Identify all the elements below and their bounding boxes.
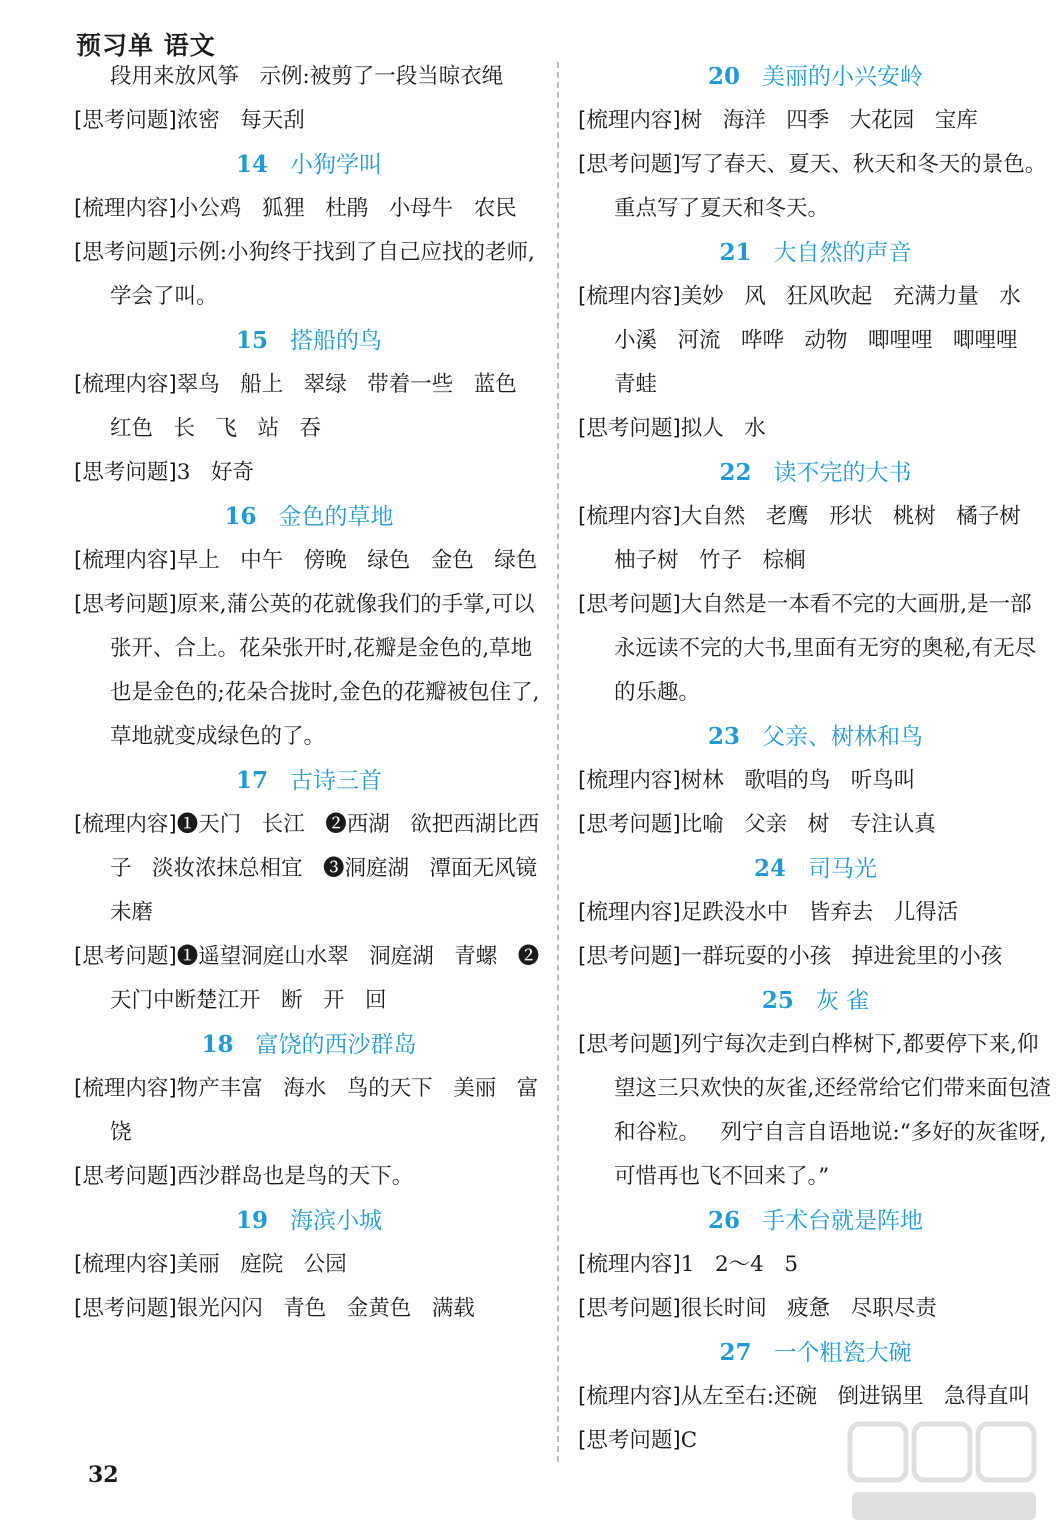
section-lesson-25	[578, 979, 1053, 1199]
answer-tag: [思考问题]	[74, 108, 177, 133]
lesson-number: 23	[707, 723, 740, 750]
answer-text: 示例:小狗终于找到了自己应找的老师,学会了叫。	[110, 240, 535, 309]
answer-tag: [思考问题]	[578, 1032, 681, 1057]
lesson-title	[74, 1023, 544, 1067]
answer-tag: [思考问题]	[74, 1296, 177, 1321]
lesson-number: 22	[719, 459, 752, 486]
answer-tag: [梳理内容]	[578, 1252, 681, 1277]
answer-line	[74, 231, 544, 319]
answer-tag: [思考问题]	[74, 240, 177, 265]
answer-line	[578, 495, 1053, 583]
answer-text: 3 好奇	[176, 460, 254, 485]
answer-tag: [思考问题]	[74, 944, 177, 969]
answer-line	[578, 275, 1053, 407]
page-number: 32	[88, 1462, 119, 1488]
lesson-title	[74, 495, 544, 539]
answer-line	[74, 363, 544, 451]
answer-line	[578, 143, 1053, 231]
answer-tag: [思考问题]	[578, 1296, 681, 1321]
answer-line	[74, 55, 544, 99]
answer-text: 一群玩耍的小孩 掉进瓮里的小孩	[680, 944, 1003, 969]
answer-text: ❶遥望洞庭山水翠 洞庭湖 青螺 ❷天门中断楚江开 断 开 回	[110, 944, 540, 1013]
section-lesson-23	[578, 715, 1053, 847]
answer-line	[74, 187, 544, 231]
page-header-title: 预习单 语文	[76, 31, 216, 60]
answer-tag: [梳理内容]	[578, 1384, 681, 1409]
lesson-number: 26	[707, 1207, 740, 1234]
lesson-title	[578, 715, 1053, 759]
lesson-title	[578, 1199, 1053, 1243]
column-divider	[557, 62, 559, 1462]
answer-tag: [思考问题]	[578, 592, 681, 617]
answer-line	[74, 803, 544, 935]
lesson-name: 一个粗瓷大碗	[773, 1340, 912, 1366]
answer-tag: [梳理内容]	[578, 108, 681, 133]
answer-line	[74, 583, 544, 759]
answer-line	[578, 759, 1053, 803]
answer-tag: [梳理内容]	[578, 504, 681, 529]
lesson-number: 16	[224, 503, 257, 530]
answer-text: 列宁每次走到白桦树下,都要停下来,仰望这三只欢快的灰雀,还经常给它们带来面包渣和谷粒。 列宁自言自语地说:“多好的灰雀呀,可惜再也飞不回来了。”	[614, 1032, 1051, 1189]
answer-text: ❶天门 长江 ❷西湖 欲把西湖比西子 淡妆浓抹总相宜 ❸洞庭湖 潭面无风镜未磨	[110, 812, 540, 925]
section-lesson-21	[578, 231, 1053, 451]
answer-tag: [思考问题]	[578, 812, 681, 837]
answer-text: 美丽 庭院 公园	[176, 1252, 347, 1277]
answer-text: 物产丰富 海水 鸟的天下 美丽 富饶	[110, 1076, 539, 1145]
section-lesson-24	[578, 847, 1053, 979]
lesson-number: 17	[235, 767, 268, 794]
answer-tag: [梳理内容]	[74, 372, 177, 397]
lesson-number: 27	[719, 1339, 752, 1366]
lesson-title	[578, 231, 1053, 275]
answer-text: 树 海洋 四季 大花园 宝库	[680, 108, 978, 133]
answer-text: 从左至右:还碗 倒进锅里 急得直叫	[680, 1384, 1031, 1409]
section-lesson-16	[74, 495, 544, 759]
answer-text: 早上 中午 傍晚 绿色 金色 绿色	[176, 548, 538, 573]
answer-line	[578, 407, 1053, 451]
section-lesson-17	[74, 759, 544, 1023]
answer-text: C	[680, 1428, 698, 1453]
lesson-title	[578, 979, 1053, 1023]
lesson-number: 15	[235, 327, 268, 354]
answer-line	[578, 583, 1053, 715]
section-lesson-15	[74, 319, 544, 495]
answer-line	[578, 1243, 1053, 1287]
lesson-title	[578, 847, 1053, 891]
answer-text: 树林 歌唱的鸟 听鸟叫	[680, 768, 916, 793]
lesson-title	[74, 1199, 544, 1243]
answer-line	[578, 803, 1053, 847]
answer-text: 西沙群岛也是鸟的天下。	[176, 1164, 414, 1189]
answer-text: 大自然是一本看不完的大画册,是一部永远读不完的大书,里面有无穷的奥秘,有无尽的乐趣。	[614, 592, 1037, 705]
answer-line	[74, 1067, 544, 1155]
lesson-title	[578, 55, 1053, 99]
lesson-name: 司马光	[808, 856, 877, 882]
lesson-name: 富饶的西沙群岛	[255, 1032, 417, 1058]
answer-tag: [思考问题]	[578, 1428, 681, 1453]
lesson-title	[74, 143, 544, 187]
lesson-number: 14	[235, 151, 268, 178]
answer-text: 很长时间 疲惫 尽职尽责	[680, 1296, 937, 1321]
lesson-name: 海滨小城	[290, 1208, 382, 1234]
lesson-title	[74, 319, 544, 363]
section-lesson-18	[74, 1023, 544, 1199]
lesson-number: 24	[753, 855, 786, 882]
answer-line	[74, 1243, 544, 1287]
answer-line	[74, 451, 544, 495]
lesson-title	[578, 451, 1053, 495]
answer-line	[578, 99, 1053, 143]
answer-tag: [思考问题]	[74, 1164, 177, 1189]
lesson-number: 21	[719, 239, 752, 266]
answer-tag: [梳理内容]	[74, 548, 177, 573]
answer-text: 银光闪闪 青色 金黄色 满载	[176, 1296, 475, 1321]
answer-line	[74, 99, 544, 143]
answer-tag: [思考问题]	[578, 152, 681, 177]
answer-text: 足跌没水中 皆弃去 儿得活	[680, 900, 959, 925]
answer-text: 浓密 每天刮	[176, 108, 305, 133]
answer-line	[578, 1023, 1053, 1199]
answer-text: 小公鸡 狐狸 杜鹃 小母牛 农民	[176, 196, 517, 221]
answer-text: 比喻 父亲 树 专注认真	[680, 812, 936, 837]
lesson-name: 大自然的声音	[773, 240, 912, 266]
lesson-name: 灰 雀	[815, 988, 870, 1014]
lesson-title	[578, 1331, 1053, 1375]
answer-line	[74, 539, 544, 583]
section-lesson-22	[578, 451, 1053, 715]
answer-tag: [梳理内容]	[74, 1076, 177, 1101]
lesson-name: 小狗学叫	[290, 152, 382, 178]
answer-tag: [梳理内容]	[578, 900, 681, 925]
section-continuation	[74, 55, 544, 143]
section-lesson-20	[578, 55, 1053, 231]
answer-text: 1 2～4 5	[680, 1252, 799, 1277]
lesson-name: 父亲、树林和鸟	[762, 724, 923, 750]
answer-tag: [思考问题]	[578, 944, 681, 969]
section-lesson-14	[74, 143, 544, 319]
answer-text: 大自然 老鹰 形状 桃树 橘子树 柚子树 竹子 棕榈	[614, 504, 1042, 573]
answer-text: 美妙 风 狂风吹起 充满力量 水 小溪 河流 哗哗 动物 唧哩哩 唧哩哩 青蛙	[614, 284, 1042, 397]
answer-line	[578, 891, 1053, 935]
lesson-number: 19	[235, 1207, 268, 1234]
answer-tag: [思考问题]	[74, 460, 177, 485]
left-column	[74, 55, 544, 1331]
answer-tag: [梳理内容]	[74, 196, 177, 221]
answer-line	[578, 1375, 1053, 1419]
answer-line	[578, 935, 1053, 979]
answer-tag: [梳理内容]	[74, 1252, 177, 1277]
section-lesson-19	[74, 1199, 544, 1331]
answer-text: 原来,蒲公英的花就像我们的手掌,可以张开、合上。花朵张开时,花瓣是金色的,草地也是金色的;花朵合拢时,金色的花瓣被包住了,草地就变成绿色的了。	[110, 592, 540, 749]
answer-line	[74, 1287, 544, 1331]
lesson-name: 手术台就是阵地	[762, 1208, 923, 1234]
answer-text: 段用来放风筝 示例:被剪了一段当晾衣绳	[110, 64, 504, 89]
answer-tag: [梳理内容]	[74, 812, 177, 837]
lesson-name: 搭船的鸟	[290, 328, 382, 354]
answer-tag: [思考问题]	[74, 592, 177, 617]
answer-line	[578, 1419, 1053, 1463]
answer-text: 拟人 水	[680, 416, 766, 441]
section-lesson-27	[578, 1331, 1053, 1463]
answer-text: 写了春天、夏天、秋天和冬天的景色。重点写了夏天和冬天。	[614, 152, 1047, 221]
lesson-name: 古诗三首	[290, 768, 382, 794]
lesson-name: 美丽的小兴安岭	[762, 64, 923, 90]
lesson-number: 25	[761, 987, 794, 1014]
lesson-name: 读不完的大书	[773, 460, 912, 486]
answer-tag: [梳理内容]	[578, 768, 681, 793]
lesson-title	[74, 759, 544, 803]
lesson-number: 20	[707, 63, 740, 90]
section-lesson-26	[578, 1199, 1053, 1331]
answer-tag: [思考问题]	[578, 416, 681, 441]
lesson-number: 18	[201, 1031, 234, 1058]
lesson-name: 金色的草地	[278, 504, 394, 530]
answer-line	[74, 1155, 544, 1199]
answer-line	[74, 935, 544, 1023]
right-column	[578, 55, 1053, 1463]
answer-text: 翠鸟 船上 翠绿 带着一些 蓝色 红色 长 飞 站 吞	[110, 372, 538, 441]
answer-line	[578, 1287, 1053, 1331]
answer-tag: [梳理内容]	[578, 284, 681, 309]
